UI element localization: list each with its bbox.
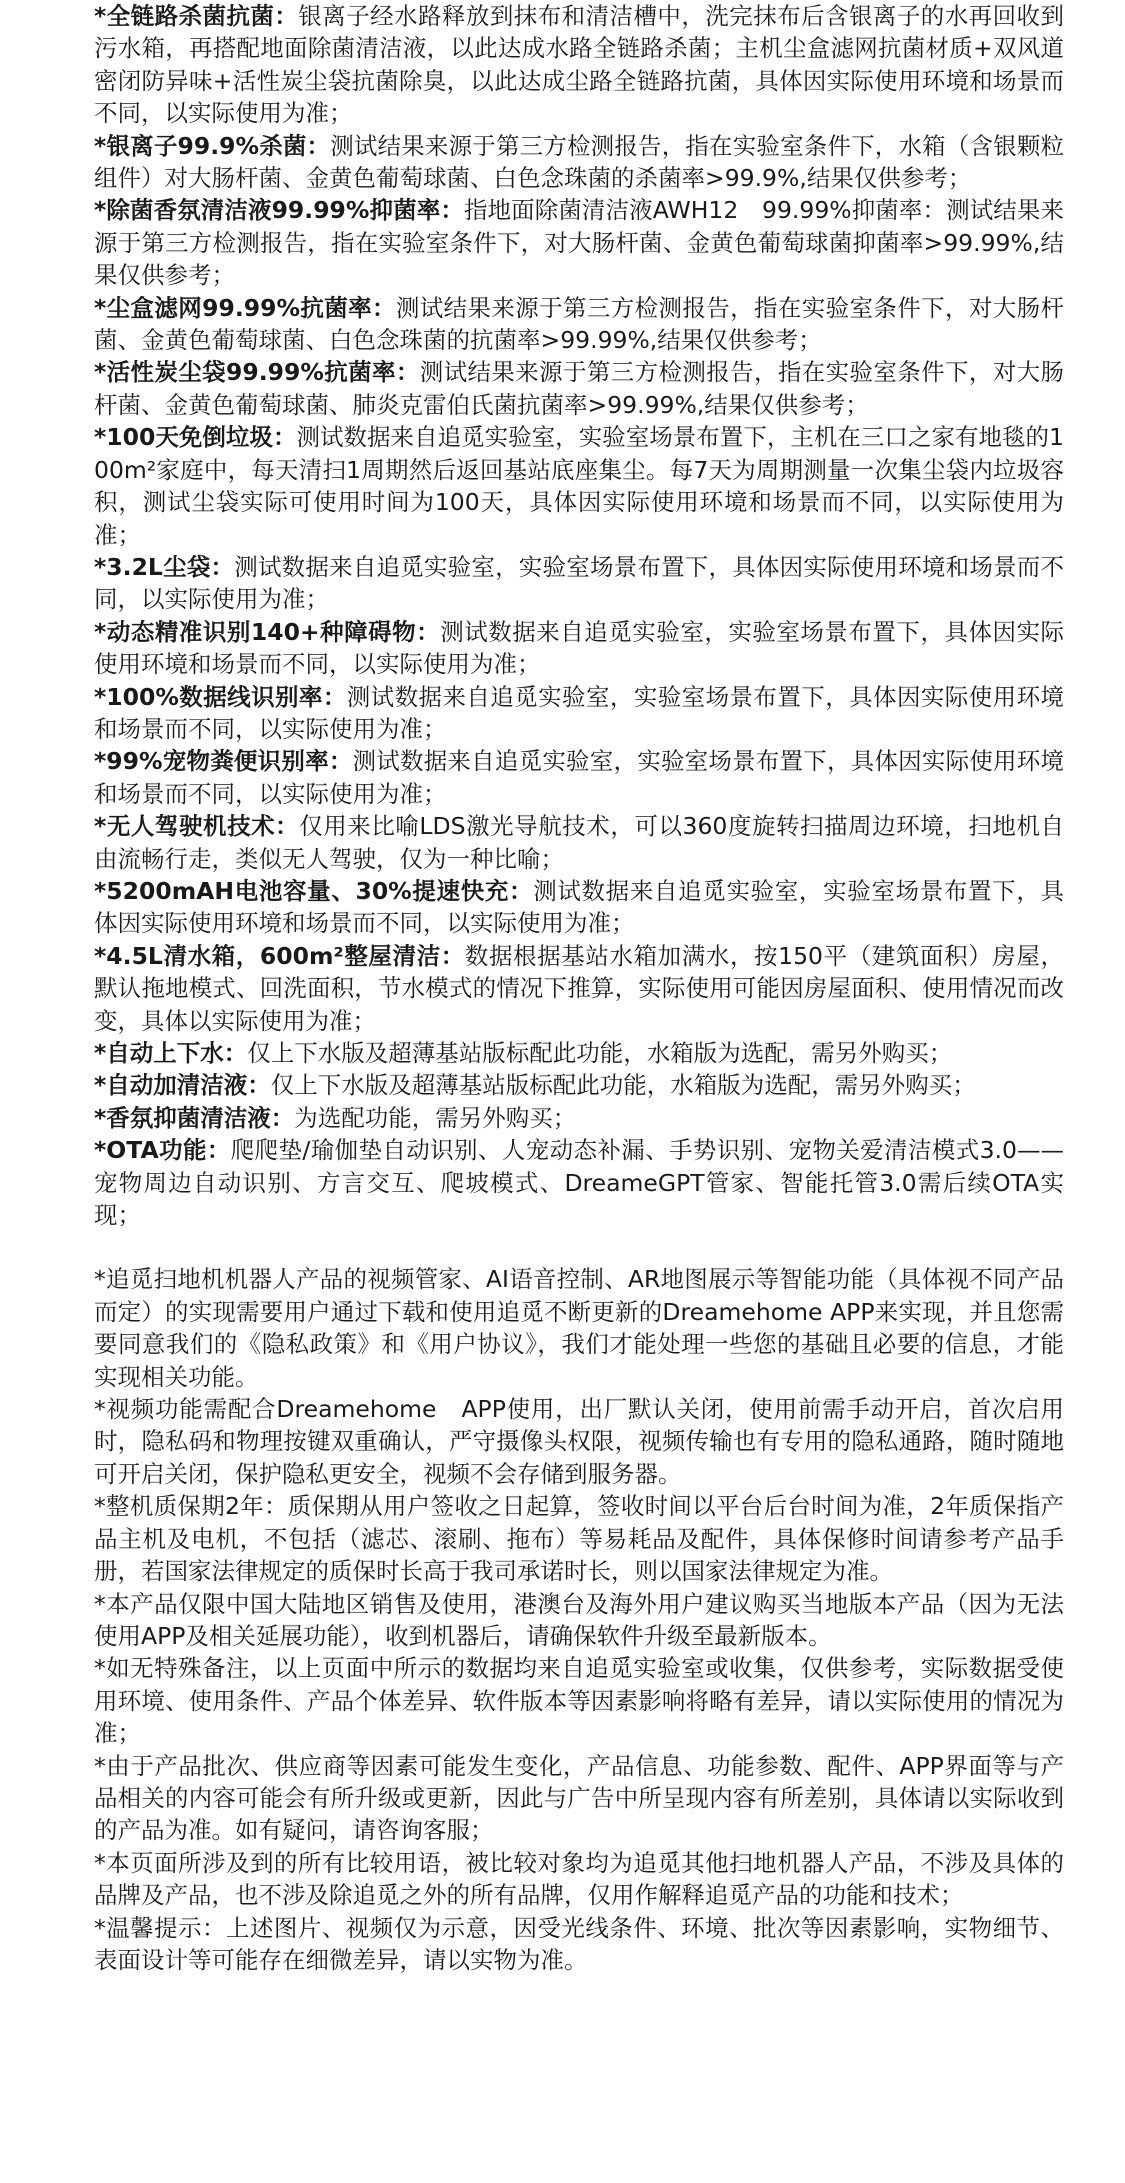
feature-note-label: *OTA功能： — [94, 1136, 231, 1165]
feature-note-text: 测试结果来源于第三方检测报告，指在实验室条件下，对大肠杆菌、金黄色葡萄球菌、肺炎克雷伯氏菌抗菌率>99.99%,结果仅供参考； — [94, 358, 1064, 419]
feature-note-text: 仅上下水版及超薄基站版标配此功能，水箱版为选配，需另外购买； — [270, 1071, 976, 1100]
disclaimer-product-changes: *由于产品批次、供应商等因素可能发生变化，产品信息、功能参数、配件、APP界面等与产品相关的内容可能会有所升级或更新，因此与广告中所呈现内容有所差别，具体请以实际收到的产品为准。如有疑问，请咨询客服； — [94, 1751, 1064, 1845]
disclaimer-warranty: *整机质保期2年：质保期从用户签收之日起算，签收时间以平台后台时间为准，2年质保指产品主机及电机，不包括（滤芯、滚刷、拖布）等易耗品及配件，具体保修时间请参考产品手册，若国家法律规定的质保时长高于我司承诺时长，则以国家法律规定为准。 — [94, 1492, 1064, 1586]
feature-note-text: 仅用来比喻LDS激光导航技术，可以360度旋转扫描周边环境，扫地机自由流畅行走，类似无人驾驶，仅为一种比喻； — [94, 812, 1064, 873]
feature-note-text: 测试数据来自追觅实验室，实验室场景布置下，具体因实际使用环境和场景而不同，以实际使用为准； — [94, 617, 1065, 679]
feature-note-dust-box-filter — [94, 292, 1064, 357]
feature-note-cleaning-solution — [94, 194, 1064, 291]
feature-note-water-tank — [94, 940, 1064, 1037]
feature-note-label: *自动加清洁液： — [94, 1071, 271, 1100]
feature-note-label: *香氛抑菌清洁液： — [94, 1103, 295, 1132]
disclaimer-document — [94, 0, 1064, 1976]
feature-note-text: 银离子经水路释放到抹布和清洁槽中，洗完抹布后含银离子的水再回收到污水箱，再搭配地面除菌清洁液，以此达成水路全链路杀菌；主机尘盒滤网抗菌材质+双风道密闭防异味+活性炭尘袋抗菌除臭，以此达成尘路全链路抗菌，具体因实际使用环境和场景而不同，以实际使用为准； — [94, 2, 1065, 128]
feature-note-text: 指地面除菌清洁液AWH12 99.99%抑菌率：测试结果来源于第三方检测报告，指在实验室条件下，对大肠杆菌、金黄色葡萄球菌抑菌率>99.99%,结果仅供参考； — [94, 196, 1064, 290]
feature-notes-section — [94, 0, 1064, 1231]
feature-note-text: 测试结果来源于第三方检测报告，指在实验室条件下，水箱（含银颗粒组件）对大肠杆菌、金黄色葡萄球菌、白色念珠菌的杀菌率>99.9%,结果仅供参考； — [94, 131, 1065, 193]
feature-note-text: 数据根据基站水箱加满水，按150平（建筑面积）房屋，默认拖地模式、回洗面积，节水模式的情况下推算，实际使用可能因房屋面积、使用情况而改变，具体以实际使用为准； — [94, 941, 1065, 1035]
section-spacer — [94, 1231, 1064, 1263]
feature-note-label: *尘盒滤网99.99%抗菌率： — [94, 293, 396, 322]
disclaimer-data-source: *如无特殊备注，以上页面中所示的数据均来自追觅实验室或收集，仅供参考，实际数据受使用环境、使用条件、产品个体差异、软件版本等因素影响将略有差异，请以实际使用的情况为准； — [94, 1654, 1064, 1748]
feature-note-driverless-tech — [94, 810, 1064, 875]
feature-note-text: 测试数据来自追觅实验室，实验室场景布置下，具体因实际使用环境和场景而不同，以实际使用为准； — [94, 876, 1064, 938]
feature-note-text: 测试数据来自追觅实验室，实验室场景布置下，具体因实际使用环境和场景而不同，以实际使用为准； — [94, 682, 1064, 743]
feature-note-label: *无人驾驶机技术： — [94, 812, 300, 841]
feature-note-text: 爬爬垫/瑜伽垫自动识别、人宠动态补漏、手势识别、宠物关爱清洁模式3.0——宠物周边自动识别、方言交互、爬坡模式、DreameGPT管家、智能托管3.0需后续OTA实现； — [94, 1136, 1064, 1230]
feature-note-label: *100天免倒垃圾： — [94, 423, 297, 452]
feature-note-label: *自动上下水： — [94, 1039, 248, 1067]
feature-note-label: *3.2L尘袋： — [94, 552, 235, 581]
feature-note-label: *5200mAH电池容量、30%提速快充： — [94, 876, 534, 905]
feature-note-auto-solution — [94, 1069, 1064, 1101]
feature-note-dust-bag-volume — [94, 551, 1064, 616]
feature-note-text: 仅上下水版及超薄基站版标配此功能，水箱版为选配，需另外购买； — [247, 1039, 953, 1067]
feature-note-text: 测试数据来自追觅实验室，实验室场景布置下，具体因实际使用环境和场景而不同，以实际使用为准； — [94, 747, 1064, 808]
feature-note-ota — [94, 1134, 1064, 1231]
feature-note-label: *4.5L清水箱，600m²整屋清洁： — [94, 941, 465, 970]
feature-note-carbon-dust-bag — [94, 356, 1064, 421]
feature-note-label: *全链路杀菌抗菌： — [94, 2, 299, 30]
disclaimer-region: *本产品仅限中国大陆地区销售及使用，港澳台及海外用户建议购买当地版本产品（因为无法使用APP及相关延展功能），收到机器后，请确保软件升级至最新版本。 — [94, 1589, 1064, 1650]
disclaimers-section — [94, 1263, 1064, 1976]
feature-note-pet-waste-recognition — [94, 745, 1064, 810]
feature-note-label: *100%数据线识别率： — [94, 682, 347, 711]
feature-note-full-chain-sterilization — [94, 0, 1064, 130]
feature-note-fragrance-solution — [94, 1102, 1064, 1134]
feature-note-label: *银离子99.9%杀菌： — [94, 131, 331, 160]
feature-note-text: 为选配功能，需另外购买； — [294, 1103, 577, 1132]
feature-note-text: 测试数据来自追觅实验室，实验室场景布置下，主机在三口之家有地毯的100m²家庭中，每天清扫1周期然后返回基站底座集尘。每7天为周期测量一次集尘袋内垃圾容积，测试尘袋实际可使用时间为100天，具体因实际使用环境和场景而不同，以实际使用为准； — [94, 423, 1065, 549]
feature-note-label: *除菌香氛清洁液99.99%抑菌率： — [94, 196, 464, 225]
feature-note-label: *动态精准识别140+种障碍物： — [94, 617, 441, 646]
feature-note-text: 测试结果来源于第三方检测报告，指在实验室条件下，对大肠杆菌、金黄色葡萄球菌、白色念珠菌的抗菌率>99.99%,结果仅供参考； — [94, 293, 1064, 355]
feature-note-auto-water — [94, 1037, 1064, 1069]
disclaimer-comparisons: *本页面所涉及到的所有比较用语，被比较对象均为追觅其他扫地机器人产品，不涉及具体的品牌及产品，也不涉及除追觅之外的所有品牌，仅用作解释追觅产品的功能和技术； — [94, 1848, 1064, 1910]
disclaimer-video: *视频功能需配合Dreamehome APP使用，出厂默认关闭，使用前需手动开启，首次启用时，隐私码和物理按键双重确认，严守摄像头权限，视频传输也有专用的隐私通路，随时随地可开启关闭，保护隐私更安全，视频不会存储到服务器。 — [94, 1395, 1064, 1488]
feature-note-100-days — [94, 421, 1064, 551]
feature-note-label: *活性炭尘袋99.99%抗菌率： — [94, 358, 420, 387]
feature-note-text: 测试数据来自追觅实验室，实验室场景布置下，具体因实际使用环境和场景而不同，以实际使用为准； — [94, 552, 1064, 614]
disclaimer-images: *温馨提示：上述图片、视频仅为示意，因受光线条件、环境、批次等因素影响，实物细节、表面设计等可能存在细微差异，请以实物为准。 — [94, 1913, 1064, 1974]
feature-note-silver-ion — [94, 130, 1064, 195]
feature-note-label: *99%宠物粪便识别率： — [94, 747, 353, 776]
feature-note-battery — [94, 875, 1064, 940]
feature-note-cable-recognition — [94, 681, 1064, 746]
feature-note-obstacle-recognition — [94, 616, 1064, 681]
disclaimer-smart-features: *追觅扫地机机器人产品的视频管家、AI语音控制、AR地图展示等智能功能（具体视不同产品而定）的实现需要用户通过下载和使用追觅不断更新的Dreamehome APP来实现，并且您需要同意我们的《隐私政策》和《用户协议》，我们才能处理一些您的基础且必要的信息，才能实现相关功能。 — [94, 1265, 1064, 1391]
